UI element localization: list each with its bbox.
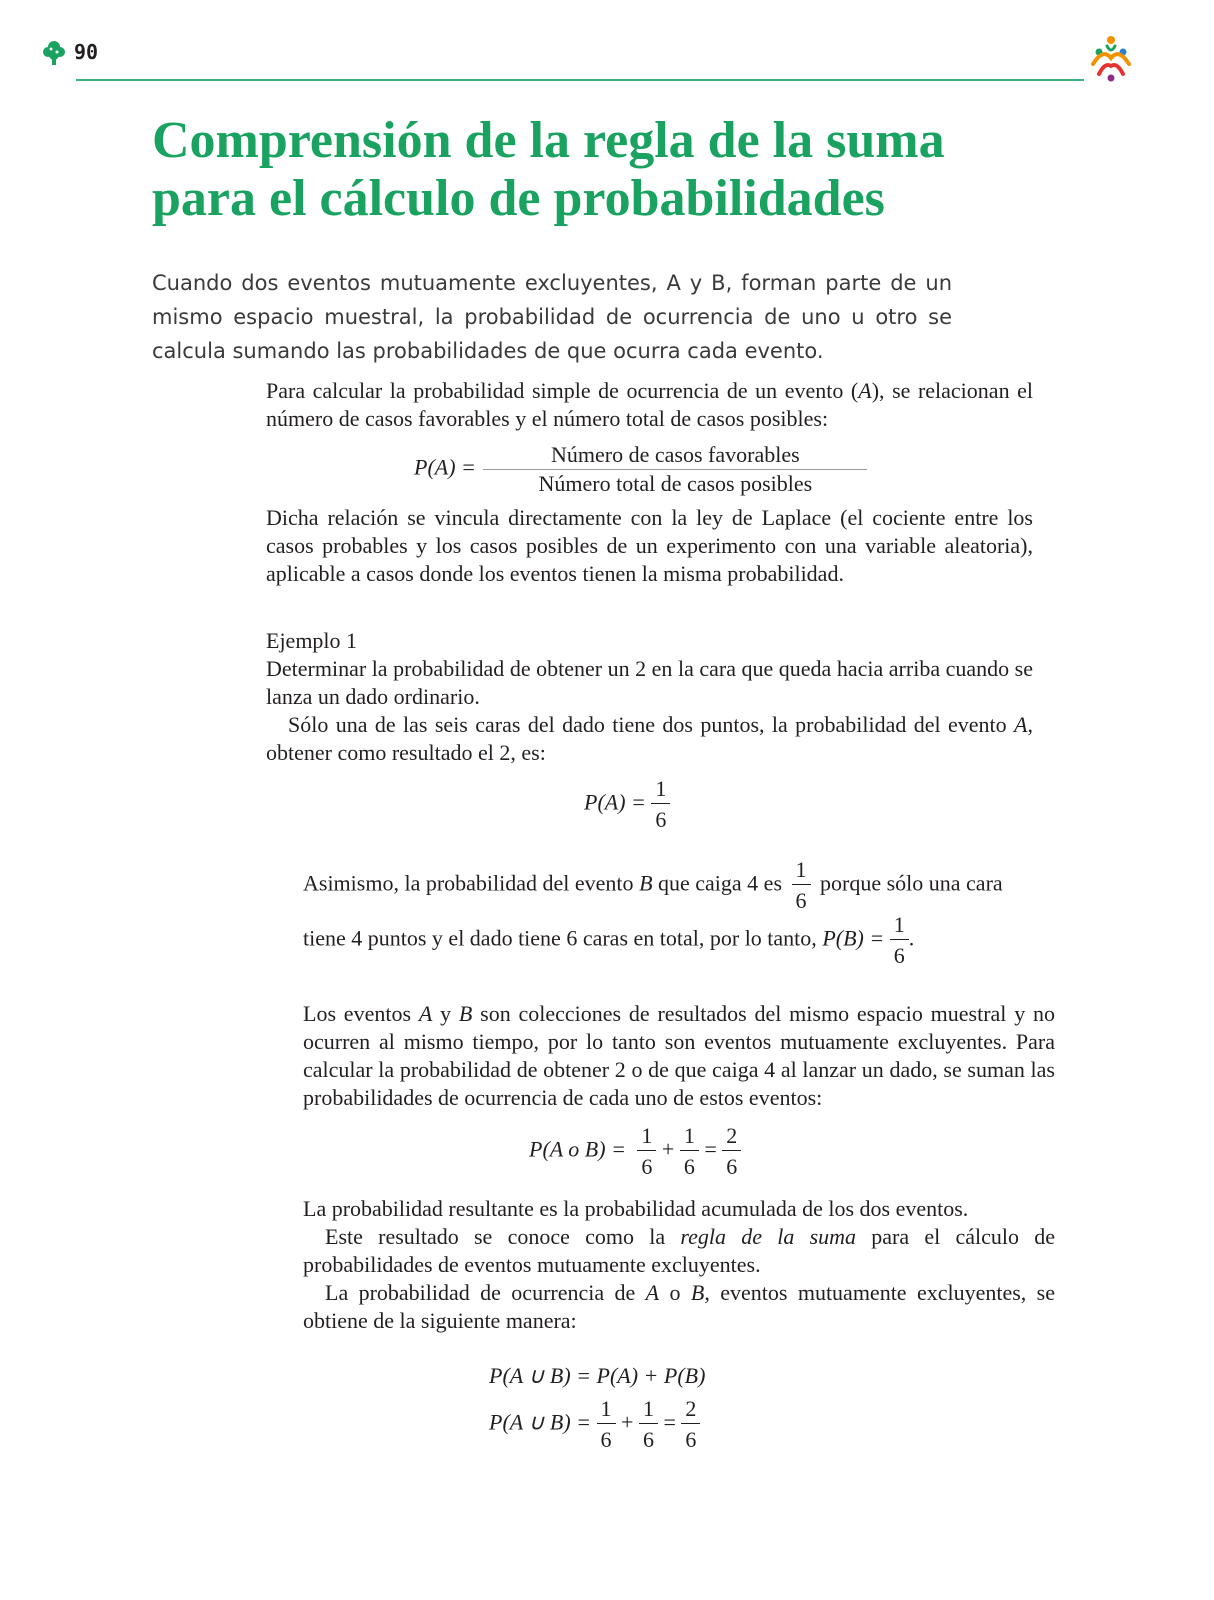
- union-numerator-1: 1: [597, 1397, 616, 1424]
- laplace-formula: [414, 443, 1033, 496]
- tree-emblem-icon: [42, 40, 66, 66]
- pa-denominator: 6: [655, 807, 667, 832]
- pb-denominator: 6: [893, 943, 905, 968]
- pa-lhs: P(A) =: [584, 789, 646, 815]
- title-line-1: Comprensión de la regla de la suma: [152, 112, 945, 169]
- formula-denominator: Número total de casos posibles: [538, 471, 813, 496]
- simple-probability-section: [266, 377, 1033, 588]
- page-title: [152, 112, 1052, 228]
- union-formula-2: [489, 1397, 1055, 1452]
- union-intro-paragraph: La probabilidad de ocurrencia de A o B, eventos mutuamente excluyentes, se obtiene de la siguiente manera:: [303, 1280, 1056, 1333]
- pa-formula: [584, 777, 1033, 832]
- sum-lhs: P(A o B) =: [529, 1136, 626, 1162]
- example-statement: Determinar la probabilidad de obtener un 2 en la cara que queda hacia arriba cuando se lanza un dado ordinario.: [266, 656, 1033, 709]
- mutually-exclusive-section: [303, 1000, 1055, 1179]
- page-number: 90: [74, 40, 99, 64]
- union-denominator-3: 6: [685, 1427, 697, 1452]
- formula-lhs: P(A) =: [414, 454, 476, 480]
- example-section: [266, 627, 1033, 832]
- sum-denominator-2: 6: [683, 1154, 695, 1179]
- laplace-paragraph: Dicha relación se vincula directamente con la ley de Laplace (el cociente entre los casos probables y los casos posibles de un experimento con una variable aleatoria), aplicable a casos donde los eventos tienen la misma probabilidad.: [266, 505, 1033, 586]
- sum-numerator-3: 2: [722, 1124, 741, 1151]
- sum-denominator-1: 6: [641, 1154, 653, 1179]
- sum-formula: [529, 1124, 1055, 1179]
- pb-numerator: 1: [890, 913, 909, 940]
- union-denominator-1: 6: [600, 1427, 612, 1452]
- sum-denominator-3: 6: [726, 1154, 738, 1179]
- intro-paragraph: Cuando dos eventos mutuamente excluyentes, A y B, forman parte de un mismo espacio muestral, la probabilidad de ocurrencia de uno u otro se calcula sumando las probabilidades de que ocurra cada evento.: [152, 271, 952, 363]
- sum-rule-section: [303, 1195, 1055, 1452]
- event-b-paragraph: Asimismo, la probabilidad del evento B que caiga 4 es $\frac{1}{6}$ porque sólo una cara tiene 4 puntos y el dado tiene 6 caras en total, por lo tanto, P(B) = $\frac{1}{6}$ .: [303, 857, 1003, 968]
- sum-numerator-1: 1: [637, 1124, 656, 1151]
- example-solution: Sólo una de las seis caras del dado tiene dos puntos, la probabilidad del evento A, obtener como resultado el 2, es:: [266, 712, 1033, 765]
- title-line-2: para el cálculo de probabilidades: [152, 170, 885, 227]
- union-lhs: P(A ∪ B) =: [489, 1409, 592, 1435]
- simple-probability-paragraph: Para calcular la probabilidad simple de ocurrencia de un evento (A), se relacionan el número de casos favorables y el número total de casos posibles:: [266, 378, 1033, 431]
- union-equals: =: [663, 1409, 676, 1435]
- union-plus: +: [621, 1409, 634, 1435]
- event-b-numerator: 1: [792, 858, 811, 885]
- event-b-denominator: 6: [795, 888, 807, 913]
- cumulative-paragraph: La probabilidad resultante es la probabilidad acumulada de los dos eventos.: [303, 1196, 969, 1221]
- sum-plus: +: [661, 1136, 675, 1162]
- sum-equals: =: [704, 1136, 717, 1162]
- union-denominator-2: 6: [642, 1427, 654, 1452]
- union-formula-1: P(A ∪ B) = P(A) + P(B): [489, 1363, 706, 1388]
- mutually-exclusive-paragraph: Los eventos A y B son colecciones de resultados del mismo espacio muestral y no ocurren al mismo tiempo, por lo tanto son eventos mutuamente excluyentes. Para calcular la probabilidad de obtener 2 o de que caiga 4 al lanzar un dado, se suman las probabilidades de ocurrencia de cada uno de estos eventos:: [303, 1001, 1055, 1110]
- header-rule: [76, 79, 1084, 81]
- union-numerator-2: 1: [639, 1397, 658, 1424]
- union-numerator-3: 2: [681, 1397, 700, 1424]
- pa-numerator: 1: [651, 777, 670, 804]
- example-label: Ejemplo 1: [266, 628, 358, 653]
- sum-numerator-2: 1: [680, 1124, 699, 1151]
- colorful-figures-logo: [1085, 34, 1137, 86]
- sum-rule-paragraph: Este resultado se conoce como la regla de la suma para el cálculo de probabilidades de eventos mutuamente excluyentes.: [303, 1224, 1055, 1277]
- formula-numerator: Número de casos favorables: [483, 443, 867, 470]
